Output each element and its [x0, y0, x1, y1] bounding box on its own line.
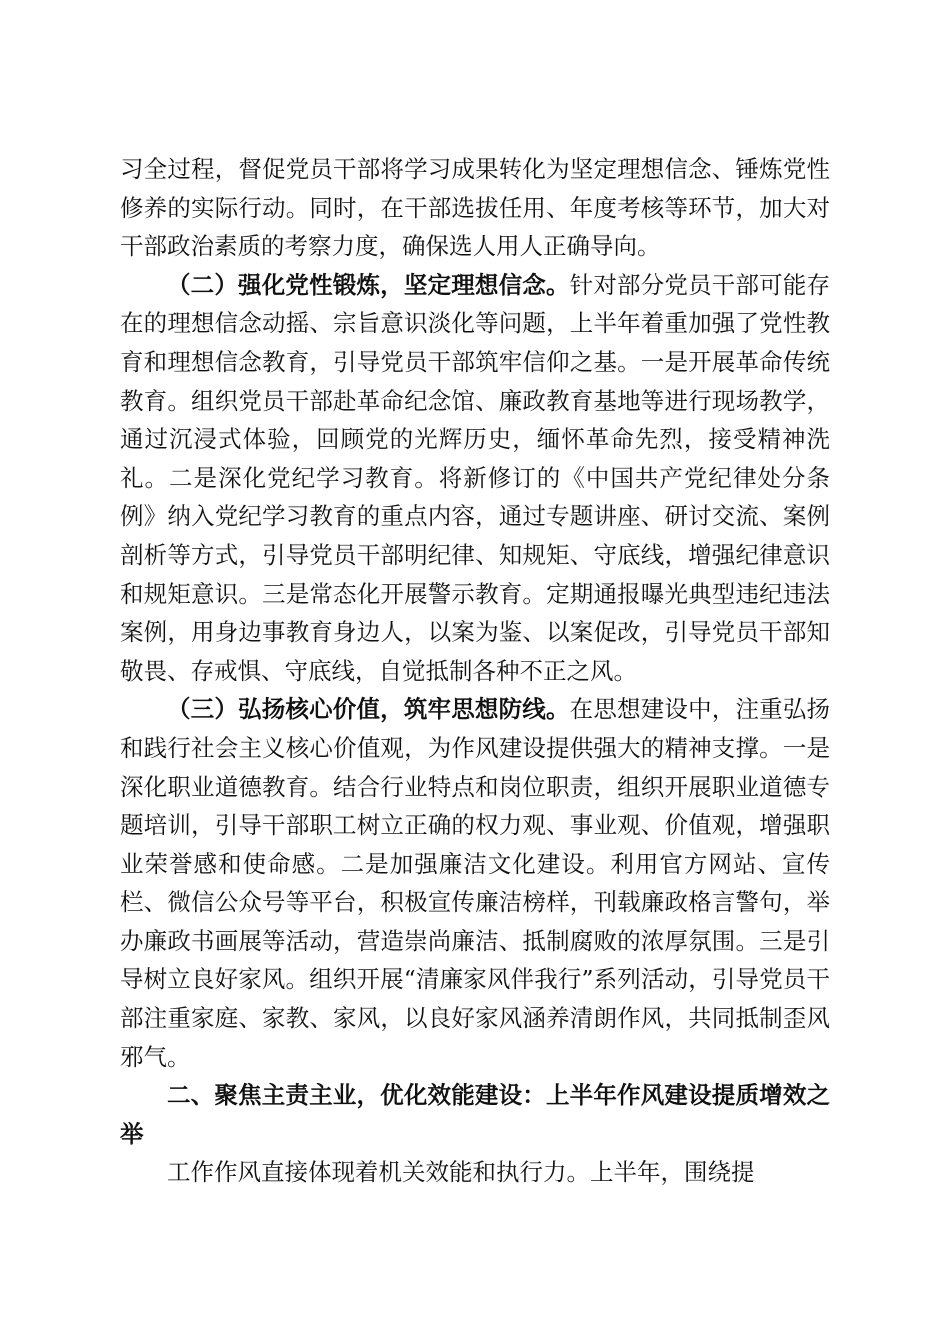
subsection-lead: （二）强化党性锻炼，坚定理想信念。	[167, 270, 570, 299]
paragraph-text: 工作作风直接体现着机关效能和执行力。上半年，围绕提	[167, 1158, 755, 1187]
paragraph-party-spirit	[120, 266, 830, 691]
body-text	[120, 150, 830, 1192]
paragraph-continuation	[120, 150, 830, 266]
paragraph-text: 在思想建设中，注重弘扬和践行社会主义核心价值观，为作风建设提供强大的精神支撑。一是深化职业道德教育。结合行业特点和岗位职责，组织开展职业道德专题培训，引导干部职工树立正确的权力观、事业观、价值观，增强职业荣誉感和使命感。二是加强廉洁文化建设。利用官方网站、宣传栏、微信公众号等平台，积极宣传廉洁榜样，刊载廉政格言警句，举办廉政书画展等活动，营造崇尚廉洁、抵制腐败的浓厚氛围。三是引导树立良好家风。组织开展“清廉家风伴我行”系列活动，引导党员干部注重家庭、家教、家风，以良好家风涵养清朗作风，共同抵制歪风邪气。	[120, 695, 831, 1071]
paragraph-text: 针对部分党员干部可能存在的理想信念动摇、宗旨意识淡化等问题，上半年着重加强了党性教育和理想信念教育，引导党员干部筑牢信仰之基。一是开展革命传统教育。组织党员干部赴革命纪念馆、廉政教育基地等进行现场教学，通过沉浸式体验，回顾党的光辉历史，缅怀革命先烈，接受精神洗礼。二是深化党纪学习教育。将新修订的《中国共产党纪律处分条例》纳入党纪学习教育的重点内容，通过专题讲座、研讨交流、案例剖析等方式，引导党员干部明纪律、知规矩、守底线，增强纪律意识和规矩意识。三是常态化开展警示教育。定期通报曝光典型违纪违法案例，用身边事教育身边人，以案为鉴、以案促改，引导党员干部知敬畏、存戒惧、守底线，自觉抵制各种不正之风。	[120, 270, 831, 685]
section-heading: 二、聚焦主责主业，优化效能建设：上半年作风建设提质增效之举	[120, 1081, 830, 1148]
paragraph-core-values	[120, 690, 830, 1076]
subsection-lead: （三）弘扬核心价值，筑牢思想防线。	[167, 695, 570, 724]
paragraph-efficiency	[120, 1153, 830, 1192]
paragraph-text: 习全过程，督促党员干部将学习成果转化为坚定理想信念、锤炼党性修养的实际行动。同时，在干部选拔任用、年度考核等环节，加大对干部政治素质的考察力度，确保选人用人正确导向。	[120, 155, 830, 261]
